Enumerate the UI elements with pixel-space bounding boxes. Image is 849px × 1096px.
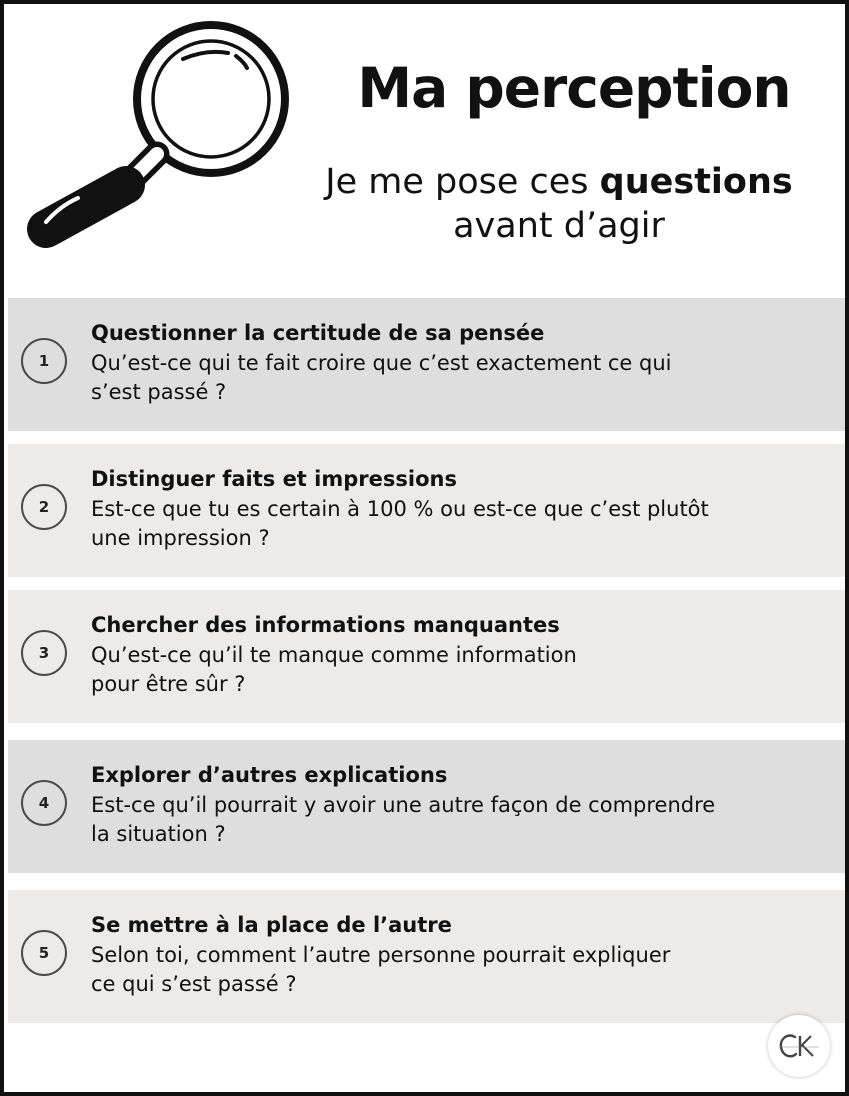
question-text-line: Est-ce que tu es certain à 100 % ou est-ce que c’est plutôt xyxy=(91,497,709,521)
subtitle-line-2: avant d’agir xyxy=(453,206,665,246)
question-text xyxy=(91,941,841,999)
question-title: Distinguer faits et impressions xyxy=(91,467,457,491)
subtitle-emphasis: questions xyxy=(599,162,793,202)
question-text-line: Qu’est-ce qu’il te manque comme information xyxy=(91,643,577,667)
question-text-line: Selon toi, comment l’autre personne pourrait expliquer xyxy=(91,943,671,967)
question-text-line: s’est passé ? xyxy=(91,380,227,404)
question-item-2 xyxy=(8,444,846,577)
question-text xyxy=(91,641,841,699)
question-item-4 xyxy=(8,740,846,873)
question-text-line: ce qui s’est passé ? xyxy=(91,972,297,996)
number-badge: 1 xyxy=(21,338,67,384)
question-item-5 xyxy=(8,890,846,1023)
question-text-line: Qu’est-ce qui te fait croire que c’est exactement ce qui xyxy=(91,351,672,375)
number-badge: 4 xyxy=(21,780,67,826)
question-text-line: la situation ? xyxy=(91,822,226,846)
question-title: Chercher des informations manquantes xyxy=(91,613,560,637)
page-title: Ma perception xyxy=(357,56,791,120)
question-text-line: pour être sûr ? xyxy=(91,672,246,696)
question-title: Questionner la certitude de sa pensée xyxy=(91,321,545,345)
page-subtitle xyxy=(294,160,824,248)
ck-monogram-icon xyxy=(776,1031,822,1061)
question-item-1 xyxy=(8,298,846,431)
number-badge: 2 xyxy=(21,484,67,530)
question-text xyxy=(91,791,841,849)
magnifying-glass-icon xyxy=(26,16,296,251)
question-text-line: Est-ce qu’il pourrait y avoir une autre façon de comprendre xyxy=(91,793,716,817)
question-text xyxy=(91,495,841,553)
question-text-line: une impression ? xyxy=(91,526,270,550)
ck-logo xyxy=(768,1015,830,1077)
question-title: Se mettre à la place de l’autre xyxy=(91,913,452,937)
subtitle-line-1 xyxy=(294,160,824,204)
question-item-3 xyxy=(8,590,846,723)
question-title: Explorer d’autres explications xyxy=(91,763,448,787)
number-badge: 3 xyxy=(21,630,67,676)
question-text xyxy=(91,349,841,407)
number-badge: 5 xyxy=(21,930,67,976)
subtitle-text: Je me pose ces xyxy=(325,162,600,202)
